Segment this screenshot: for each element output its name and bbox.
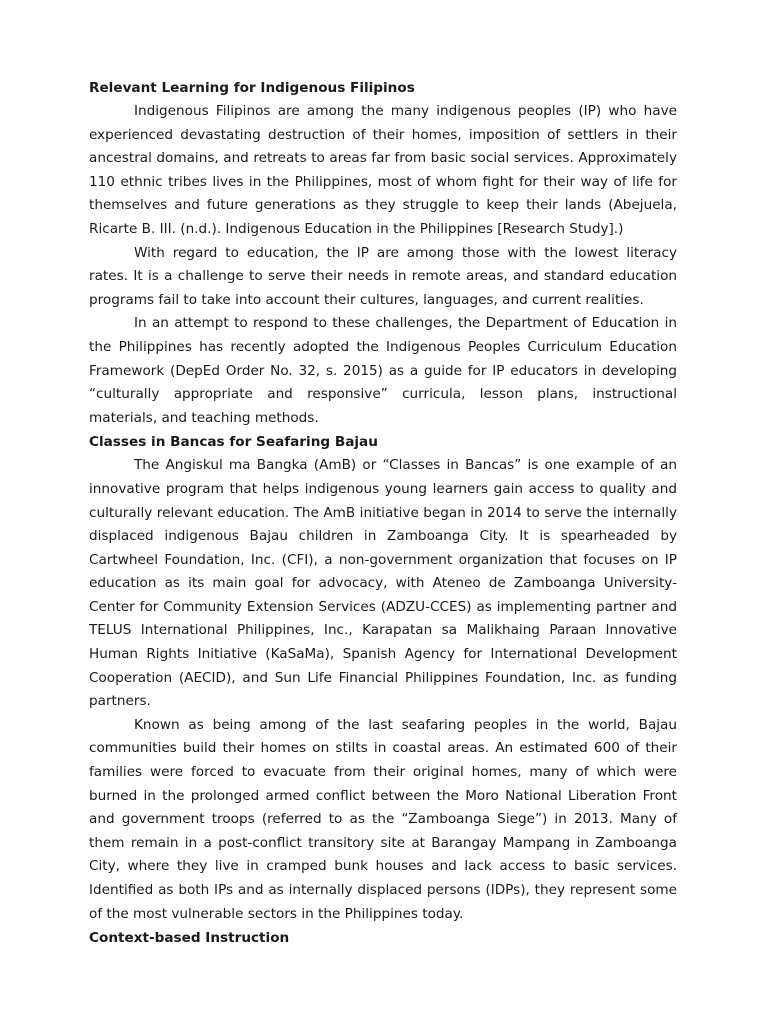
paragraph: With regard to education, the IP are among those with the lowest literacy rates. It is a challenge to serve their needs in remote areas, and standard education programs fail to take into account their cultures, languages, and current realities.	[89, 244, 677, 308]
paragraph: The Angiskul ma Bangka (AmB) or “Classes in Bancas” is one example of an innovative program that helps indigenous young learners gain access to quality and culturally relevant education. The AmB initiative began in 2014 to serve the internally displaced indigenous Bajau children in Zamboanga City. It is spearheaded by Cartwheel Foundation, Inc. (CFI), a non-government organization that focuses on IP education as its main goal for advocacy, with Ateneo de Zamboanga University-Center for Community Extension Services (ADZU-CCES) as implementing partner and TELUS International Philippines, Inc., Karapatan sa Malikhaing Paraan Innovative Human Rights Initiative (KaSaMa), Spanish Agency for International Development Cooperation (AECID), and Sun Life Financial Philippines Foundation, Inc. as funding partners.	[89, 457, 677, 710]
paragraph: Known as being among of the last seafaring peoples in the world, Bajau communities build their homes on stilts in coastal areas. An estimated 600 of their families were forced to evacuate from their original homes, many of which were burned in the prolonged armed conflict between the Moro National Liberation Front and government troops (referred to as the “Zamboanga Siege”) in 2013. Many of them remain in a post-conflict transitory site at Barangay Mampang in Zamboanga City, where they live in cramped bunk houses and lack access to basic services. Identified as both IPs and as internally displaced persons (IDPs), they represent some of the most vulnerable sectors in the Philippines today.	[89, 716, 677, 922]
section-heading: Context-based Instruction	[89, 930, 290, 947]
section-classes-in-bancas	[89, 430, 677, 926]
section-heading: Relevant Learning for Indigenous Filipinos	[89, 80, 415, 96]
section-context-based-instruction	[89, 926, 677, 950]
section-relevant-learning	[89, 76, 677, 430]
section-heading: Classes in Bancas for Seafaring Bajau	[89, 434, 378, 451]
paragraph: In an attempt to respond to these challenges, the Department of Education in the Philippines has recently adopted the Indigenous Peoples Curriculum Education Framework (DepEd Order No. 32, s. 2015) as a guide for IP educators in developing “culturally appropriate and responsive” curricula, lesson plans, instructional materials, and teaching methods.	[89, 315, 677, 426]
document-page	[89, 76, 677, 950]
paragraph: Indigenous Filipinos are among the many indigenous peoples (IP) who have experienced devastating destruction of their homes, imposition of settlers in their ancestral domains, and retreats to areas far from basic social services. Approximately 110 ethnic tribes lives in the Philippines, most of whom fight for their way of life for themselves and future generations as they struggle to keep their lands (Abejuela, Ricarte B. III. (n.d.). Indigenous Education in the Philippines [Research Study].)	[89, 103, 677, 237]
